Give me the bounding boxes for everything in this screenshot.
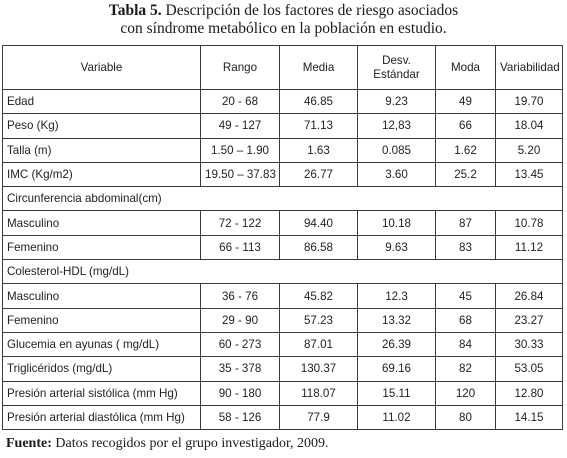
cell-variable: Triglicéridos (mg/dL) <box>3 357 201 381</box>
cell-desv: 3.60 <box>358 162 436 186</box>
cell-variable: Peso (Kg) <box>3 114 201 138</box>
cell-desv: 26.39 <box>358 332 436 356</box>
cell-media: 57.23 <box>280 308 358 332</box>
header-desv-line2: Estándar <box>373 67 420 81</box>
caption-text-1: Descripción de los factores de riesgo asociados <box>165 2 459 19</box>
table-row <box>3 235 563 259</box>
cell-moda: 82 <box>436 357 496 381</box>
cell-rango: 29 - 90 <box>201 308 280 332</box>
header-media: Media <box>280 46 358 90</box>
cell-variabilidad: 12.80 <box>496 381 563 405</box>
cell-moda: 87 <box>436 211 496 235</box>
caption-line-1 <box>0 2 567 20</box>
cell-rango: 19.50 – 37.83 <box>201 162 280 186</box>
cell-media: 1.63 <box>280 138 358 162</box>
cell-moda: 1.62 <box>436 138 496 162</box>
header-moda: Moda <box>436 46 496 90</box>
cell-media: 86.58 <box>280 235 358 259</box>
cell-variabilidad: 53.05 <box>496 357 563 381</box>
table-row <box>3 138 563 162</box>
header-desv-estandar <box>358 46 436 90</box>
table-row <box>3 405 563 429</box>
cell-variabilidad: 11.12 <box>496 235 563 259</box>
cell-desv: 15.11 <box>358 381 436 405</box>
cell-rango: 66 - 113 <box>201 235 280 259</box>
cell-desv: 69.16 <box>358 357 436 381</box>
table-caption <box>0 2 567 38</box>
cell-variabilidad: 13.45 <box>496 162 563 186</box>
cell-moda: 84 <box>436 332 496 356</box>
table-row <box>3 308 563 332</box>
table-row <box>3 332 563 356</box>
header-desv-line1: Desv. <box>382 53 411 67</box>
cell-moda: 25.2 <box>436 162 496 186</box>
caption-line-2: con síndrome metabólico en la población en estudio. <box>120 20 447 37</box>
cell-variabilidad: 26.84 <box>496 284 563 308</box>
caption-label: Tabla 5. <box>108 2 162 19</box>
cell-media: 94.40 <box>280 211 358 235</box>
cell-moda: 83 <box>436 235 496 259</box>
table-body <box>3 90 563 430</box>
cell-variable: Edad <box>3 90 201 114</box>
risk-factors-table <box>2 45 563 430</box>
cell-variable: Presión arterial diastólica (mm Hg) <box>3 405 201 429</box>
cell-variable: Femenino <box>3 235 201 259</box>
cell-variable: IMC (Kg/m2) <box>3 162 201 186</box>
cell-variabilidad: 5.20 <box>496 138 563 162</box>
table-row <box>3 162 563 186</box>
cell-media: 26.77 <box>280 162 358 186</box>
footer-text: Datos recogidos por el grupo investigador, 2009. <box>55 436 329 451</box>
cell-variable: Presión arterial sistólica (mm Hg) <box>3 381 201 405</box>
cell-desv: 0.085 <box>358 138 436 162</box>
cell-desv: 9.23 <box>358 90 436 114</box>
cell-desv: 12.3 <box>358 284 436 308</box>
cell-desv: 12,83 <box>358 114 436 138</box>
cell-rango: 49 - 127 <box>201 114 280 138</box>
cell-desv: 9.63 <box>358 235 436 259</box>
cell-media: 77.9 <box>280 405 358 429</box>
cell-rango: 36 - 76 <box>201 284 280 308</box>
table-row <box>3 90 563 114</box>
cell-moda: 80 <box>436 405 496 429</box>
cell-desv: 10.18 <box>358 211 436 235</box>
table-row <box>3 211 563 235</box>
table-section-row <box>3 260 563 284</box>
cell-moda: 49 <box>436 90 496 114</box>
header-variable: Variable <box>3 46 201 90</box>
cell-moda: 68 <box>436 308 496 332</box>
cell-media: 46.85 <box>280 90 358 114</box>
header-rango: Rango <box>201 46 280 90</box>
table-row <box>3 357 563 381</box>
table-section-row <box>3 187 563 211</box>
header-variabilidad: Variabilidad <box>496 46 563 90</box>
cell-variabilidad: 10.78 <box>496 211 563 235</box>
cell-rango: 1.50 – 1.90 <box>201 138 280 162</box>
cell-variable: Masculino <box>3 211 201 235</box>
cell-media: 130.37 <box>280 357 358 381</box>
cell-media: 45.82 <box>280 284 358 308</box>
section-label: Circunferencia abdominal(cm) <box>3 187 563 211</box>
cell-moda: 120 <box>436 381 496 405</box>
cell-variabilidad: 30.33 <box>496 332 563 356</box>
cell-rango: 60 - 273 <box>201 332 280 356</box>
cell-rango: 35 - 378 <box>201 357 280 381</box>
cell-variable: Femenino <box>3 308 201 332</box>
cell-moda: 66 <box>436 114 496 138</box>
cell-variabilidad: 19.70 <box>496 90 563 114</box>
cell-rango: 90 - 180 <box>201 381 280 405</box>
table-row <box>3 114 563 138</box>
cell-rango: 20 - 68 <box>201 90 280 114</box>
section-label: Colesterol-HDL (mg/dL) <box>3 260 563 284</box>
cell-rango: 58 - 126 <box>201 405 280 429</box>
cell-media: 118.07 <box>280 381 358 405</box>
cell-variabilidad: 14.15 <box>496 405 563 429</box>
cell-variable: Talla (m) <box>3 138 201 162</box>
cell-variabilidad: 18.04 <box>496 114 563 138</box>
cell-variabilidad: 23.27 <box>496 308 563 332</box>
table-footer <box>6 436 329 452</box>
cell-desv: 13.32 <box>358 308 436 332</box>
table-row <box>3 381 563 405</box>
cell-rango: 72 - 122 <box>201 211 280 235</box>
cell-moda: 45 <box>436 284 496 308</box>
table-row <box>3 284 563 308</box>
table-header-row <box>3 46 563 90</box>
cell-variable: Masculino <box>3 284 201 308</box>
cell-variable: Glucemia en ayunas ( mg/dL) <box>3 332 201 356</box>
cell-desv: 11.02 <box>358 405 436 429</box>
footer-label: Fuente: <box>6 436 52 451</box>
cell-media: 87.01 <box>280 332 358 356</box>
cell-media: 71.13 <box>280 114 358 138</box>
